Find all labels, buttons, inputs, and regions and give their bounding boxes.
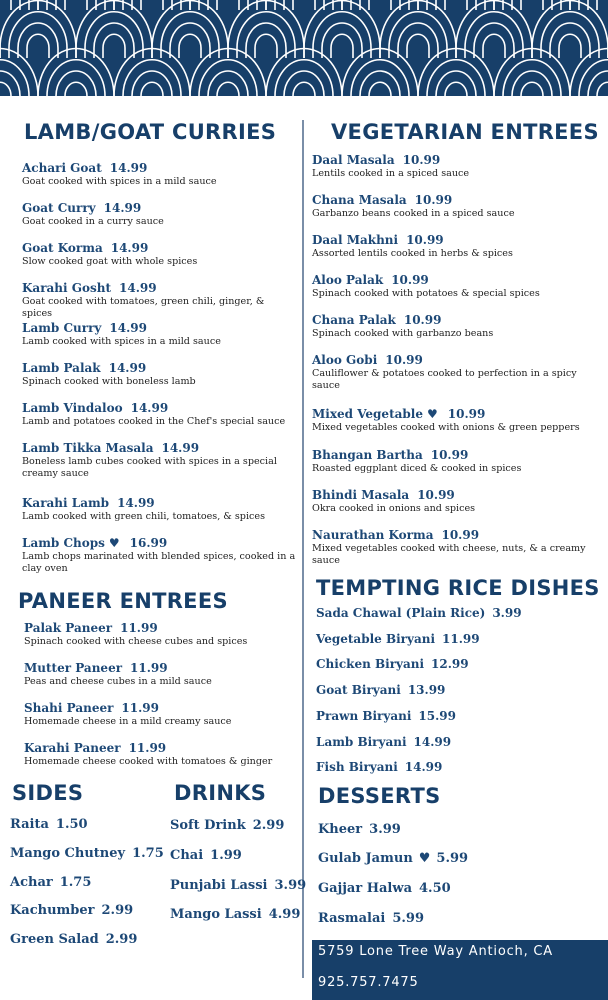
menu-item-heading	[22, 320, 296, 336]
menu-item-chai	[170, 848, 242, 863]
item-name: Mango Chutney	[10, 846, 126, 861]
menu-item-lamb-chops	[22, 535, 296, 575]
menu-item-heading	[22, 360, 296, 376]
item-price: 10.99	[447, 407, 486, 421]
menu-item-heading	[24, 660, 298, 676]
menu-item-mango-lassi	[170, 907, 300, 922]
item-price: 11.99	[130, 661, 168, 675]
column-divider	[302, 120, 304, 978]
item-price: 5.99	[436, 851, 469, 866]
item-description: Homemade cheese in a mild creamy sauce	[24, 716, 232, 727]
item-name: Goat Biryani	[316, 683, 401, 697]
arch-pattern	[0, 0, 608, 96]
heart-icon: ♥	[108, 536, 120, 550]
menu-item-heading	[24, 700, 298, 716]
item-description: Spinach cooked with potatoes & special spices	[312, 288, 540, 299]
item-name: Fish Biryani	[316, 760, 398, 774]
item-price: 16.99	[129, 536, 168, 550]
section-title-drinks: DRINKS	[174, 781, 267, 805]
item-price: 2.99	[101, 903, 134, 918]
item-description: Spinach cooked with boneless lamb	[22, 376, 196, 387]
item-description: Homemade cheese cooked with tomatoes & ginger	[24, 756, 273, 767]
menu-item-heading	[22, 280, 296, 296]
menu-item-heading	[22, 240, 296, 256]
item-price: 14.99	[130, 401, 169, 415]
item-price: 1.50	[55, 817, 88, 832]
item-name: Naurathan Korma	[312, 528, 434, 542]
item-name: Mixed Vegetable	[312, 407, 423, 421]
menu-item-goat-biryani	[316, 683, 445, 697]
item-price: 12.99	[431, 657, 469, 671]
menu-item-fish-biryani	[316, 760, 442, 774]
item-price: 10.99	[402, 153, 441, 167]
menu-item-daal-makhni	[312, 232, 594, 260]
menu-item-lamb-curry	[22, 320, 296, 348]
item-name: Kachumber	[10, 903, 95, 918]
item-price: 14.99	[103, 201, 142, 215]
item-name: Chai	[170, 848, 204, 863]
item-description: Mixed vegetables cooked with onions & green peppers	[312, 422, 580, 433]
menu-item-heading	[312, 406, 594, 422]
menu-item-heading	[22, 160, 296, 176]
menu-item-achar	[10, 875, 91, 890]
item-name: Chana Palak	[312, 313, 396, 327]
item-price: 11.99	[121, 701, 159, 715]
menu-item-naurathan-korma	[312, 527, 594, 567]
menu-item-palak-paneer	[24, 620, 298, 648]
item-name: Lamb Vindaloo	[22, 401, 123, 415]
item-name: Mutter Paneer	[24, 661, 123, 675]
item-price: 3.99	[369, 822, 401, 837]
menu-item-heading	[24, 740, 298, 756]
menu-item-shahi-paneer	[24, 700, 298, 728]
menu-item-punjabi-lassi	[170, 878, 306, 893]
item-price: 14.99	[161, 441, 200, 455]
menu-item-heading	[22, 200, 296, 216]
item-price: 14.99	[110, 241, 149, 255]
item-description: Okra cooked in onions and spices	[312, 503, 476, 514]
item-name: Vegetable Biryani	[316, 632, 436, 646]
section-title-lamb-goat: LAMB/GOAT CURRIES	[24, 120, 277, 144]
menu-item-gajjar-halwa	[318, 881, 451, 896]
item-price: 3.99	[274, 878, 307, 893]
menu-item-bhindi-masala	[312, 487, 594, 515]
item-name: Karahi Gosht	[22, 281, 112, 295]
menu-item-green-salad	[10, 932, 137, 947]
item-name: Gajjar Halwa	[318, 881, 412, 896]
item-name: Lamb Chops	[22, 536, 105, 550]
item-name: Gulab Jamun	[318, 851, 413, 866]
item-name: Palak Paneer	[24, 621, 113, 635]
menu-item-heading	[312, 527, 594, 543]
menu-item-heading	[312, 447, 594, 463]
item-description: Lamb chops marinated with blended spices, cooked in a clay oven	[22, 551, 296, 574]
item-name: Lamb Tikka Masala	[22, 441, 154, 455]
menu-item-chicken-biryani	[316, 657, 469, 671]
item-name: Chana Masala	[312, 193, 407, 207]
menu-item-mixed-vegetable	[312, 406, 594, 434]
footer-phone: 925.757.7475	[318, 975, 419, 990]
item-name: Raita	[10, 817, 49, 832]
menu-item-heading	[312, 312, 594, 328]
section-title-rice: TEMPTING RICE DISHES	[316, 576, 600, 600]
item-name: Green Salad	[10, 932, 99, 947]
menu-item-goat-korma	[22, 240, 296, 268]
menu-item-achari-goat	[22, 160, 296, 188]
item-price: 1.99	[210, 848, 242, 863]
decorative-header-pattern	[0, 0, 608, 96]
section-title-sides: SIDES	[12, 781, 84, 805]
item-price: 4.99	[268, 907, 301, 922]
item-description: Lamb cooked with green chili, tomatoes, & spices	[22, 511, 265, 522]
item-description: Slow cooked goat with whole spices	[22, 256, 198, 267]
menu-item-heading	[312, 232, 594, 248]
menu-item-mango-chutney	[10, 846, 164, 861]
item-name: Punjabi Lassi	[170, 878, 268, 893]
menu-item-heading	[312, 352, 594, 368]
menu-item-lamb-biryani	[316, 735, 451, 749]
item-name: Lamb Curry	[22, 321, 102, 335]
menu-item-kheer	[318, 822, 401, 837]
item-description: Garbanzo beans cooked in a spiced sauce	[312, 208, 515, 219]
item-name: Goat Curry	[22, 201, 96, 215]
item-price: 10.99	[406, 233, 444, 247]
item-price: 14.99	[119, 281, 157, 295]
menu-item-vegetable-biryani	[316, 632, 480, 646]
item-description: Goat cooked with tomatoes, green chili, ginger, & spices	[22, 296, 265, 319]
menu-item-heading	[24, 620, 298, 636]
menu-item-lamb-vindaloo	[22, 400, 296, 428]
item-name: Rasmalai	[318, 911, 386, 926]
item-price: 4.50	[419, 881, 451, 896]
menu-item-rasmalai	[318, 911, 424, 926]
menu-item-bhangan-bartha	[312, 447, 594, 475]
item-name: Achar	[10, 875, 53, 890]
heart-icon: ♥	[426, 407, 438, 421]
item-name: Aloo Palak	[312, 273, 384, 287]
item-price: 5.99	[392, 911, 424, 926]
menu-item-prawn-biryani	[316, 709, 456, 723]
menu-item-karahi-paneer	[24, 740, 298, 768]
menu-item-gulab-jamun	[318, 851, 468, 866]
section-title-desserts: DESSERTS	[318, 784, 441, 808]
menu-item-karahi-lamb	[22, 495, 296, 523]
item-name: Lamb Palak	[22, 361, 101, 375]
menu-item-aloo-gobi	[312, 352, 594, 392]
item-price: 10.99	[385, 353, 423, 367]
menu-item-karahi-gosht	[22, 280, 296, 320]
item-price: 11.99	[442, 632, 480, 646]
item-description: Spinach cooked with garbanzo beans	[312, 328, 494, 339]
section-title-vegetarian: VEGETARIAN ENTREES	[331, 120, 599, 144]
item-name: Karahi Paneer	[24, 741, 121, 755]
item-name: Soft Drink	[170, 818, 246, 833]
item-description: Goat cooked in a curry sauce	[22, 216, 164, 227]
item-price: 14.99	[117, 496, 155, 510]
menu-item-heading	[312, 152, 594, 168]
item-price: 1.75	[132, 846, 164, 861]
item-name: Goat Korma	[22, 241, 103, 255]
item-description: Spinach cooked with cheese cubes and spices	[24, 636, 248, 647]
item-description: Cauliflower & potatoes cooked to perfection in a spicy sauce	[312, 368, 577, 391]
item-description: Roasted eggplant diced & cooked in spices	[312, 463, 522, 474]
item-price: 10.99	[430, 448, 469, 462]
menu-item-heading	[312, 192, 594, 208]
menu-item-chana-palak	[312, 312, 594, 340]
menu-item-soft-drink	[170, 818, 284, 833]
menu-item-raita	[10, 817, 88, 832]
item-name: Bhindi Masala	[312, 488, 410, 502]
item-name: Lamb Biryani	[316, 735, 407, 749]
item-description: Lamb cooked with spices in a mild sauce	[22, 336, 221, 347]
menu-item-daal-masala	[312, 152, 594, 180]
item-price: 1.75	[59, 875, 92, 890]
menu-item-goat-curry	[22, 200, 296, 228]
item-price: 14.99	[108, 361, 147, 375]
item-price: 14.99	[404, 760, 443, 774]
item-name: Prawn Biryani	[316, 709, 412, 723]
item-price: 2.99	[252, 818, 285, 833]
menu-item-sada-chawal-plain-rice	[316, 606, 522, 620]
item-name: Kheer	[318, 822, 363, 837]
item-price: 10.99	[441, 528, 480, 542]
item-price: 14.99	[109, 161, 148, 175]
section-title-paneer: PANEER ENTREES	[18, 589, 228, 613]
item-description: Lamb and potatoes cooked in the Chef's special sauce	[22, 416, 286, 427]
item-price: 13.99	[407, 683, 446, 697]
item-price: 15.99	[418, 709, 456, 723]
heart-icon: ♥	[418, 851, 431, 866]
item-price: 3.99	[492, 606, 522, 620]
item-description: Assorted lentils cooked in herbs & spices	[312, 248, 513, 259]
menu-item-lamb-palak	[22, 360, 296, 388]
item-price: 11.99	[120, 621, 158, 635]
menu-item-heading	[312, 487, 594, 503]
item-description: Boneless lamb cubes cooked with spices in a special creamy sauce	[22, 456, 277, 479]
item-description: Lentils cooked in a spiced sauce	[312, 168, 470, 179]
menu-item-chana-masala	[312, 192, 594, 220]
menu-item-heading	[312, 272, 594, 288]
item-name: Achari Goat	[22, 161, 102, 175]
item-name: Daal Masala	[312, 153, 395, 167]
item-name: Aloo Gobi	[312, 353, 378, 367]
menu-item-lamb-tikka-masala	[22, 440, 296, 480]
menu-item-heading	[22, 440, 296, 456]
item-price: 10.99	[417, 488, 455, 502]
item-name: Mango Lassi	[170, 907, 262, 922]
footer-contact	[312, 940, 608, 1000]
item-name: Karahi Lamb	[22, 496, 110, 510]
item-price: 11.99	[128, 741, 167, 755]
item-price: 10.99	[403, 313, 442, 327]
item-price: 2.99	[105, 932, 138, 947]
menu-item-heading	[22, 535, 296, 551]
footer-address: 5759 Lone Tree Way Antioch, CA	[318, 944, 554, 959]
item-name: Chicken Biryani	[316, 657, 425, 671]
item-description: Goat cooked with spices in a mild sauce	[22, 176, 217, 187]
item-price: 14.99	[109, 321, 147, 335]
menu-item-kachumber	[10, 903, 133, 918]
item-price: 10.99	[391, 273, 429, 287]
item-name: Sada Chawal (Plain Rice)	[316, 606, 486, 620]
item-name: Bhangan Bartha	[312, 448, 423, 462]
item-name: Shahi Paneer	[24, 701, 114, 715]
menu-item-heading	[22, 495, 296, 511]
item-price: 10.99	[414, 193, 453, 207]
item-name: Daal Makhni	[312, 233, 399, 247]
menu-item-heading	[22, 400, 296, 416]
menu-item-aloo-palak	[312, 272, 594, 300]
item-description: Mixed vegetables cooked with cheese, nuts, & a creamy sauce	[312, 543, 586, 566]
menu-item-mutter-paneer	[24, 660, 298, 688]
item-description: Peas and cheese cubes in a mild sauce	[24, 676, 212, 687]
item-price: 14.99	[413, 735, 452, 749]
